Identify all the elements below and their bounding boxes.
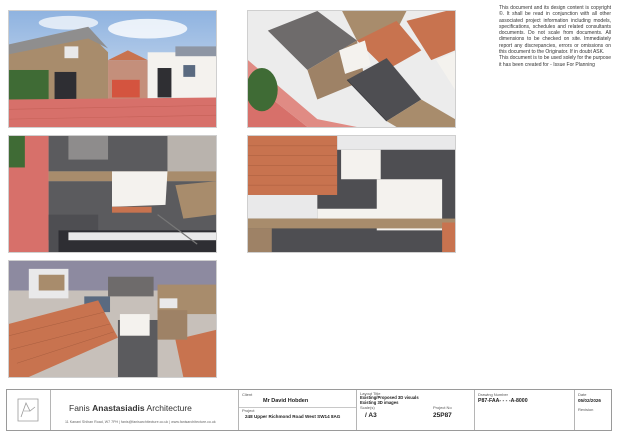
- render-street-view: [8, 10, 217, 128]
- copyright-note: This document and its design content is copyright ©. It shall be read in conjunction with all other associated project information including models, specifications, schedules and related consultants documents. Do not scale from documents. All dimensions to be checked on site. Immediately report any discrepancies, errors or omissions on this document to the Originator. If in doubt ASK.: [499, 5, 611, 56]
- purpose-note: This document is to be used solely for the purpose it has been created for - Issue For Planning: [499, 55, 611, 68]
- client-cell: [239, 390, 357, 430]
- client-label: Client: [242, 392, 253, 397]
- drawing-number-value: P87-FAA- - - -A-8000: [478, 398, 528, 404]
- project-no-value: 25P87: [433, 412, 452, 419]
- date-label: Date: [578, 392, 587, 397]
- firm-name: Fanis Anastasiadis Architecture: [69, 403, 192, 413]
- document-notes: [499, 5, 611, 68]
- scale-label: Scale(s): [360, 405, 375, 410]
- drawing-number-label: Drawing Number: [478, 392, 509, 397]
- firm-cell: [51, 390, 239, 430]
- firm-logo-icon: [16, 397, 40, 423]
- render-rear-aerial-view: [8, 260, 217, 378]
- project-no-label: Project No: [433, 405, 452, 410]
- scale-value: / A3: [365, 412, 377, 419]
- title-block: [6, 389, 612, 431]
- drawing-number-cell: [475, 390, 575, 430]
- project-label: Project: [242, 408, 255, 413]
- render-aerial-view: [247, 10, 456, 128]
- project-value: 248 Upper Richmond Road West SW14 8AG: [245, 414, 341, 419]
- layout-cell: [357, 390, 475, 430]
- logo-cell: [7, 390, 51, 430]
- date-value: 05/02/2026: [578, 398, 601, 403]
- layout-title-line1: Existing/Proposed 3D visuals: [360, 395, 419, 400]
- render-plan-view: [247, 135, 456, 253]
- date-cell: [575, 390, 613, 430]
- layout-title-label: Layout Title: [360, 391, 381, 396]
- firm-address: 11 Kanani Shihan Road, W7 7PH | fanis@fanisarchitecture.co.uk | www.fanisarchitecture.co.uk: [65, 420, 216, 424]
- layout-title-line2: Existing 3D images: [360, 400, 399, 405]
- revision-label: Revision: [578, 407, 594, 412]
- client-value: Mr David Hobden: [263, 398, 309, 404]
- render-top-down-view: [8, 135, 217, 253]
